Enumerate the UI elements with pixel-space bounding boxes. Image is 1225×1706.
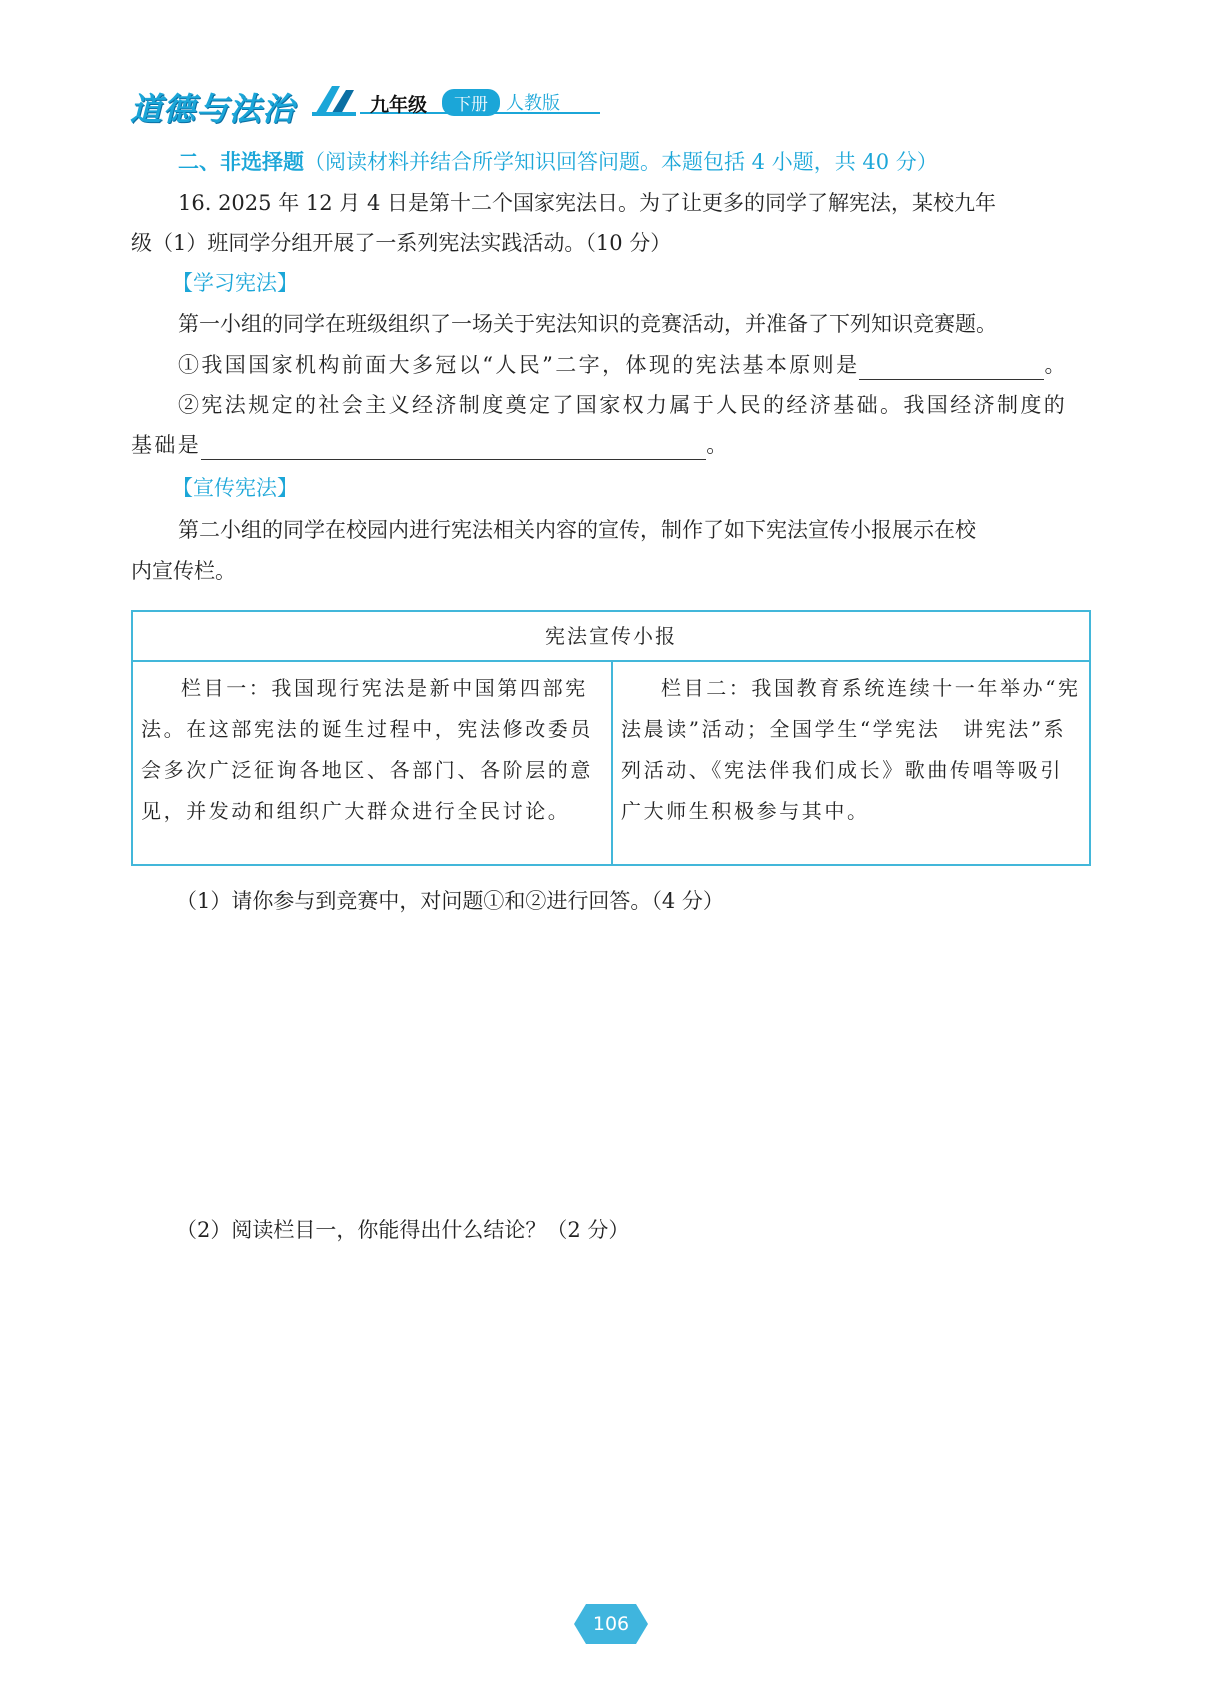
page-header	[130, 84, 600, 128]
tag-study-constitution: 【学习宪法】	[172, 271, 298, 295]
page-number-badge	[574, 1604, 648, 1644]
volume-badge: 下册	[442, 89, 500, 116]
q16-line-1: 16. 2025 年 12 月 4 日是第十二个国家宪法日。为了让更多的同学了解宪法，某校九年	[178, 191, 996, 215]
sub-question-2: （2）阅读栏目一，你能得出什么结论？（2 分）	[176, 1218, 630, 1242]
q16-line-2: 级（1）班同学分组开展了一系列宪法实践活动。（10 分）	[131, 231, 672, 255]
column-two: 栏目二：我国教育系统连续十一年举办“宪法晨读”活动；全国学生“学宪法 讲宪法”系列活动、《宪法伴我们成长》歌曲传唱等吸引广大师生积极参与其中。	[611, 662, 1089, 866]
quiz-item-1-text: ①我国国家机构前面大多冠以“人民”二字，体现的宪法基本原则是	[178, 353, 860, 377]
group2-paragraph-line-2: 内宣传栏。	[131, 559, 236, 583]
newspaper-table	[131, 610, 1091, 866]
group2-paragraph-line-1: 第二小组的同学在校园内进行宪法相关内容的宣传，制作了如下宪法宣传小报展示在校	[178, 518, 976, 542]
brand-title: 道德与法治	[130, 90, 296, 128]
quiz-item-2-period: 。	[706, 433, 730, 457]
edition-label: 人教版	[506, 93, 560, 114]
grade-label: 九年级	[370, 94, 428, 116]
sub-question-1: （1）请你参与到竞赛中，对问题①和②进行回答。（4 分）	[176, 889, 724, 913]
page-number: 106	[592, 1613, 630, 1635]
group1-paragraph: 第一小组的同学在班级组织了一场关于宪法知识的竞赛活动，并准备了下列知识竞赛题。	[178, 312, 997, 336]
quiz-item-1-period: 。	[1044, 353, 1068, 377]
quiz-item-2-line-1: ②宪法规定的社会主义经济制度奠定了国家权力属于人民的经济基础。我国经济制度的	[178, 393, 1068, 417]
quiz-item-2-text: 基础是	[131, 433, 202, 457]
tag-promote-constitution: 【宣传宪法】	[172, 476, 298, 500]
book-logo-icon	[310, 82, 360, 118]
section-title: 二、非选择题	[178, 150, 304, 174]
section-note: （阅读材料并结合所学知识回答问题。本题包括 4 小题，共 40 分）	[304, 150, 938, 174]
table-title: 宪法宣传小报	[133, 612, 1089, 662]
column-one: 栏目一：我国现行宪法是新中国第四部宪法。在这部宪法的诞生过程中，宪法修改委员会多次广泛征询各地区、各部门、各阶层的意见，并发动和组织广大群众进行全民讨论。	[141, 676, 593, 823]
section-heading	[178, 147, 938, 177]
answer-blank-2[interactable]	[201, 437, 706, 460]
answer-blank-1[interactable]	[859, 357, 1044, 380]
quiz-item-2-line-2	[131, 430, 730, 460]
quiz-item-1	[178, 350, 1068, 380]
